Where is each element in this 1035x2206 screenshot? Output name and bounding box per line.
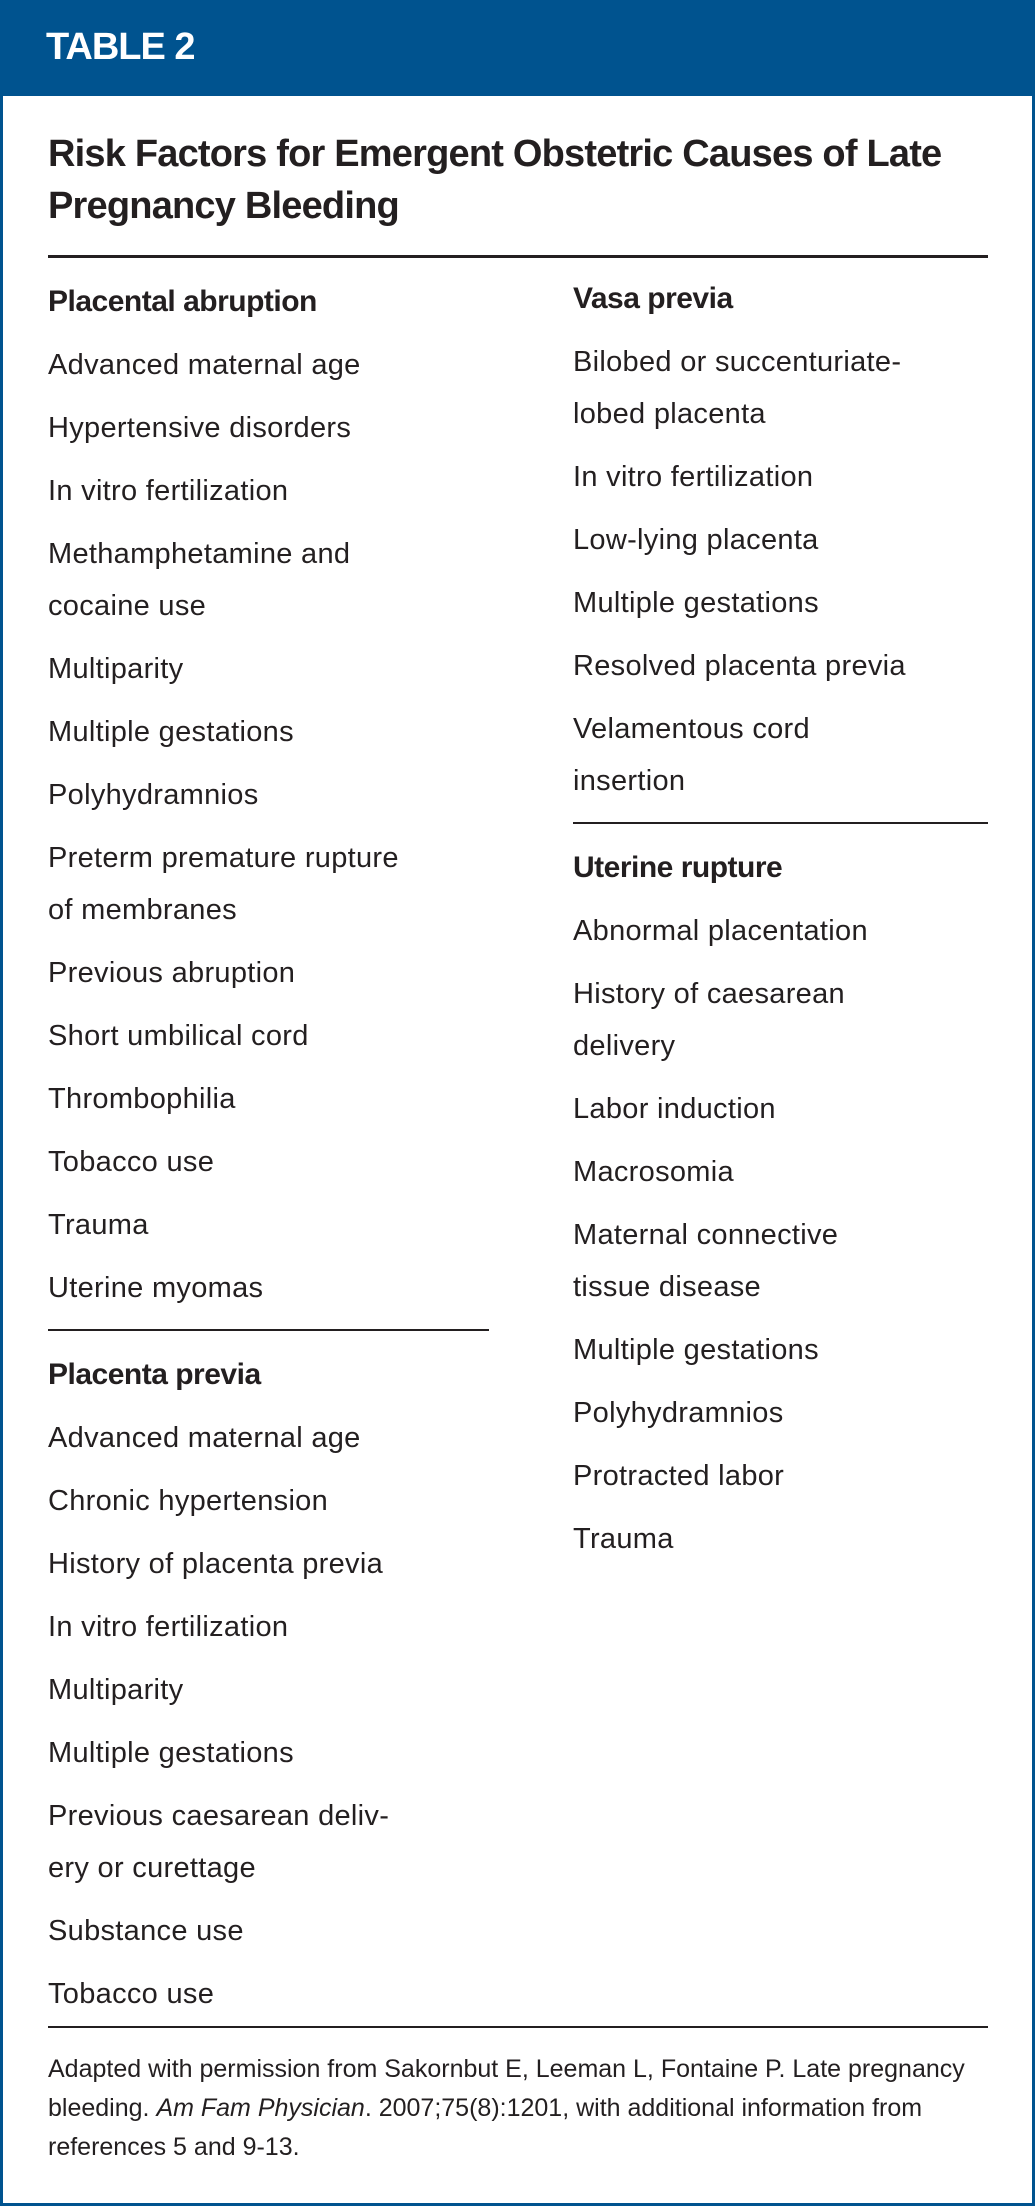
risk-factor-item: Multiparity <box>48 1674 184 1706</box>
risk-factor-item: Labor induction <box>573 1093 776 1125</box>
risk-factor-item: Previous abruption <box>48 957 296 989</box>
risk-factor-item: Methamphetamine and cocaine use <box>48 538 351 622</box>
divider <box>48 2026 988 2028</box>
risk-factor-item: Maternal connective tissue disease <box>573 1219 839 1303</box>
risk-factor-item: Multiple gestations <box>573 587 819 619</box>
right-column <box>573 273 988 1565</box>
risk-factor-item: History of placenta previa <box>48 1548 384 1580</box>
section-divider <box>573 822 988 824</box>
risk-factor-item: Multiparity <box>48 653 184 685</box>
risk-factor-item: Short umbilical cord <box>48 1020 309 1052</box>
risk-factor-item: Advanced maternal age <box>48 349 361 381</box>
risk-factor-item: Previous caesarean deliv- ery or curettage <box>48 1800 390 1884</box>
risk-factor-item: Hypertensive disorders <box>48 412 352 444</box>
risk-factor-item: In vitro fertilization <box>48 1611 289 1643</box>
section-heading: Vasa previa <box>573 282 733 315</box>
risk-factor-item: Chronic hypertension <box>48 1485 329 1517</box>
risk-factor-item: Macrosomia <box>573 1156 734 1188</box>
risk-factor-item: Tobacco use <box>48 1978 215 2010</box>
risk-factor-item: Resolved placenta previa <box>573 650 906 682</box>
risk-factor-item: Abnormal placentation <box>573 915 868 947</box>
risk-factor-item: Substance use <box>48 1915 244 1947</box>
risk-factor-item: Multiple gestations <box>573 1334 819 1366</box>
risk-factor-item: Multiple gestations <box>48 716 294 748</box>
table-header-bar <box>0 0 1035 96</box>
table-title: Risk Factors for Emergent Obstetric Causes of Late Pregnancy Bleeding <box>48 133 942 227</box>
section-heading: Uterine rupture <box>573 851 783 884</box>
risk-factor-item: Tobacco use <box>48 1146 215 1178</box>
footnote <box>48 2050 993 2167</box>
section-heading: Placental abruption <box>48 285 317 318</box>
risk-factor-item: In vitro fertilization <box>573 461 814 493</box>
section-heading: Placenta previa <box>48 1358 261 1391</box>
section-divider <box>48 1329 489 1331</box>
risk-factor-item: Advanced maternal age <box>48 1422 361 1454</box>
risk-factor-item: Polyhydramnios <box>573 1397 784 1429</box>
risk-factor-item: Polyhydramnios <box>48 779 259 811</box>
risk-factor-item: Preterm premature rupture of membranes <box>48 842 399 926</box>
risk-factor-item: Trauma <box>573 1523 674 1555</box>
footnote-text: . 2007;75(8):1201, with additional information from references 5 and 9-13. <box>48 2094 923 2161</box>
footnote-text: Adapted with permission from Sakornbut E, Leeman L, Fontaine P. Late pregnancy bleeding. <box>48 2055 965 2122</box>
risk-factor-item: Thrombophilia <box>48 1083 236 1115</box>
left-column <box>48 276 489 2020</box>
risk-factor-item: Trauma <box>48 1209 149 1241</box>
risk-factor-item: Uterine myomas <box>48 1272 264 1304</box>
table-label: TABLE 2 <box>46 26 195 68</box>
risk-factor-item: Multiple gestations <box>48 1737 294 1769</box>
divider <box>48 255 988 258</box>
risk-factor-item: Low-lying placenta <box>573 524 819 556</box>
risk-factor-item: Bilobed or succenturiate- lobed placenta <box>573 346 902 430</box>
risk-factor-item: Velamentous cord insertion <box>573 713 810 797</box>
risk-factor-item: Protracted labor <box>573 1460 785 1492</box>
risk-factor-item: History of caesarean delivery <box>573 978 845 1062</box>
footnote-journal: Am Fam Physician <box>156 2094 365 2122</box>
risk-factor-item: In vitro fertilization <box>48 475 289 507</box>
